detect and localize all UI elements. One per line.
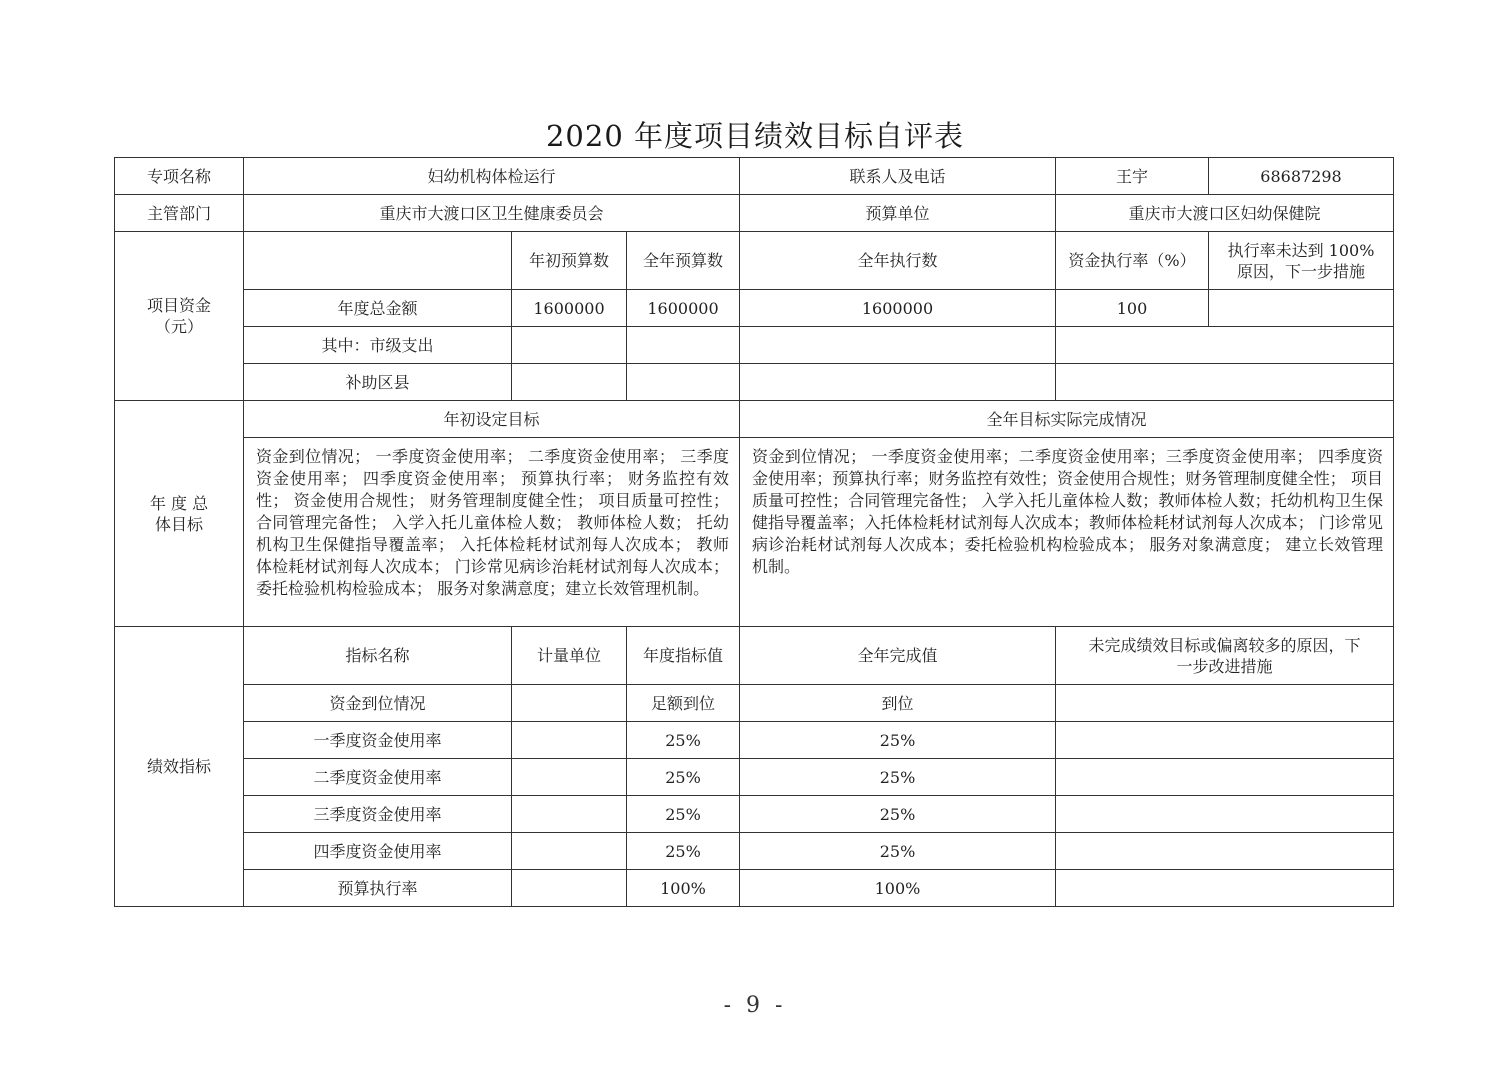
funds-row-annual: 1600000 — [627, 290, 740, 327]
indicator-name: 二季度资金使用率 — [244, 759, 512, 796]
indicator-target: 25% — [627, 722, 740, 759]
indicator-actual: 100% — [740, 870, 1056, 907]
indicators-col-unit: 计量单位 — [512, 627, 627, 685]
funds-row-rate — [1056, 364, 1394, 401]
indicator-name: 预算执行率 — [244, 870, 512, 907]
goals-initial-header: 年初设定目标 — [244, 401, 740, 438]
funds-col-rate: 资金执行率（%） — [1056, 232, 1209, 290]
funds-col-initial: 年初预算数 — [512, 232, 627, 290]
indicators-col-name: 指标名称 — [244, 627, 512, 685]
budget-unit-label: 预算单位 — [740, 195, 1056, 232]
project-row — [115, 158, 1394, 195]
indicator-actual: 25% — [740, 833, 1056, 870]
indicator-reason — [1056, 870, 1394, 907]
indicators-header-row — [115, 627, 1394, 685]
project-value: 妇幼机构体检运行 — [244, 158, 740, 195]
indicator-row — [115, 722, 1394, 759]
indicator-reason — [1056, 796, 1394, 833]
indicator-actual: 25% — [740, 759, 1056, 796]
funds-row-initial — [512, 327, 627, 364]
indicator-actual: 到位 — [740, 685, 1056, 722]
goals-initial-text: 资金到位情况； 一季度资金使用率； 二季度资金使用率； 三季度资金使用率； 四季度资金使用率； 预算执行率； 财务监控有效性； 资金使用合规性； 财务管理制度健全性； 项目质量可控性； 合同管理完备性； 入学入托儿童体检人数； 教师体检人数； 托幼机构卫生保健指导覆盖率； 入托体检耗材试剂每人次成本； 教师体检耗材试剂每人次成本； 门诊常见病诊治耗材试剂每人次成本； 委托检验机构检验成本； 服务对象满意度；建立长效管理机制。 — [244, 438, 740, 627]
goals-header-row — [115, 401, 1394, 438]
goals-section-label: 年 度 总体目标 — [115, 401, 244, 627]
funds-header-row — [115, 232, 1394, 290]
indicator-unit — [512, 833, 627, 870]
funds-col-annual: 全年预算数 — [627, 232, 740, 290]
indicators-col-reason: 未完成绩效目标或偏离较多的原因，下一步改进措施 — [1056, 627, 1394, 685]
indicator-unit — [512, 685, 627, 722]
contact-name: 王宇 — [1056, 158, 1209, 195]
funds-col-executed: 全年执行数 — [740, 232, 1056, 290]
indicator-target: 25% — [627, 833, 740, 870]
indicator-target: 25% — [627, 759, 740, 796]
contact-label: 联系人及电话 — [740, 158, 1056, 195]
funds-row-reason — [1209, 290, 1394, 327]
indicator-target: 足额到位 — [627, 685, 740, 722]
indicator-row — [115, 759, 1394, 796]
indicator-row — [115, 870, 1394, 907]
indicator-unit — [512, 759, 627, 796]
indicator-reason — [1056, 685, 1394, 722]
funds-row-rate — [1056, 327, 1394, 364]
funds-row-label: 其中：市级支出 — [244, 327, 512, 364]
funds-row-annual — [627, 327, 740, 364]
indicator-name: 一季度资金使用率 — [244, 722, 512, 759]
funds-row-initial — [512, 364, 627, 401]
indicator-actual: 25% — [740, 796, 1056, 833]
budget-unit-value: 重庆市大渡口区妇幼保健院 — [1056, 195, 1394, 232]
funds-row-rate: 100 — [1056, 290, 1209, 327]
indicator-row — [115, 685, 1394, 722]
funds-row-executed: 1600000 — [740, 290, 1056, 327]
indicators-section-label: 绩效指标 — [115, 627, 244, 907]
contact-phone: 68687298 — [1209, 158, 1394, 195]
indicator-name: 三季度资金使用率 — [244, 796, 512, 833]
indicator-reason — [1056, 759, 1394, 796]
page-number: - 9 - — [723, 993, 787, 1018]
goals-actual-header: 全年目标实际完成情况 — [740, 401, 1394, 438]
funds-header-blank — [244, 232, 512, 290]
funds-row — [115, 364, 1394, 401]
indicator-unit — [512, 796, 627, 833]
indicator-reason — [1056, 833, 1394, 870]
page-title: 2020 年度项目绩效目标自评表 — [545, 119, 965, 153]
indicator-target: 100% — [627, 870, 740, 907]
funds-col-reason: 执行率未达到 100% 原因，下一步措施 — [1209, 232, 1394, 290]
indicator-row — [115, 833, 1394, 870]
funds-row-executed — [740, 327, 1056, 364]
funds-row-label: 补助区县 — [244, 364, 512, 401]
indicator-actual: 25% — [740, 722, 1056, 759]
indicator-row — [115, 796, 1394, 833]
indicator-name: 四季度资金使用率 — [244, 833, 512, 870]
funds-row-initial: 1600000 — [512, 290, 627, 327]
indicator-unit — [512, 722, 627, 759]
funds-row-label: 年度总金额 — [244, 290, 512, 327]
self-evaluation-table — [114, 157, 1394, 907]
funds-row — [115, 327, 1394, 364]
goals-text-row — [115, 438, 1394, 627]
funds-row-executed — [740, 364, 1056, 401]
dept-label: 主管部门 — [115, 195, 244, 232]
indicator-unit — [512, 870, 627, 907]
indicator-target: 25% — [627, 796, 740, 833]
department-row — [115, 195, 1394, 232]
goals-actual-text: 资金到位情况； 一季度资金使用率；二季度资金使用率；三季度资金使用率； 四季度资金使用率；预算执行率；财务监控有效性；资金使用合规性；财务管理制度健全性； 项目质量可控性；合同管理完备性； 入学入托儿童体检人数；教师体检人数；托幼机构卫生保健指导覆盖率；入托体检耗材试剂每人次成本；教师体检耗材试剂每人次成本； 门诊常见病诊治耗材试剂每人次成本；委托检验机构检验成本； 服务对象满意度； 建立长效管理机制。 — [740, 438, 1394, 627]
indicator-name: 资金到位情况 — [244, 685, 512, 722]
indicators-col-actual: 全年完成值 — [740, 627, 1056, 685]
funds-row — [115, 290, 1394, 327]
project-label: 专项名称 — [115, 158, 244, 195]
indicators-col-target: 年度指标值 — [627, 627, 740, 685]
dept-value: 重庆市大渡口区卫生健康委员会 — [244, 195, 740, 232]
funds-section-label: 项目资金（元） — [115, 232, 244, 401]
funds-row-annual — [627, 364, 740, 401]
indicator-reason — [1056, 722, 1394, 759]
